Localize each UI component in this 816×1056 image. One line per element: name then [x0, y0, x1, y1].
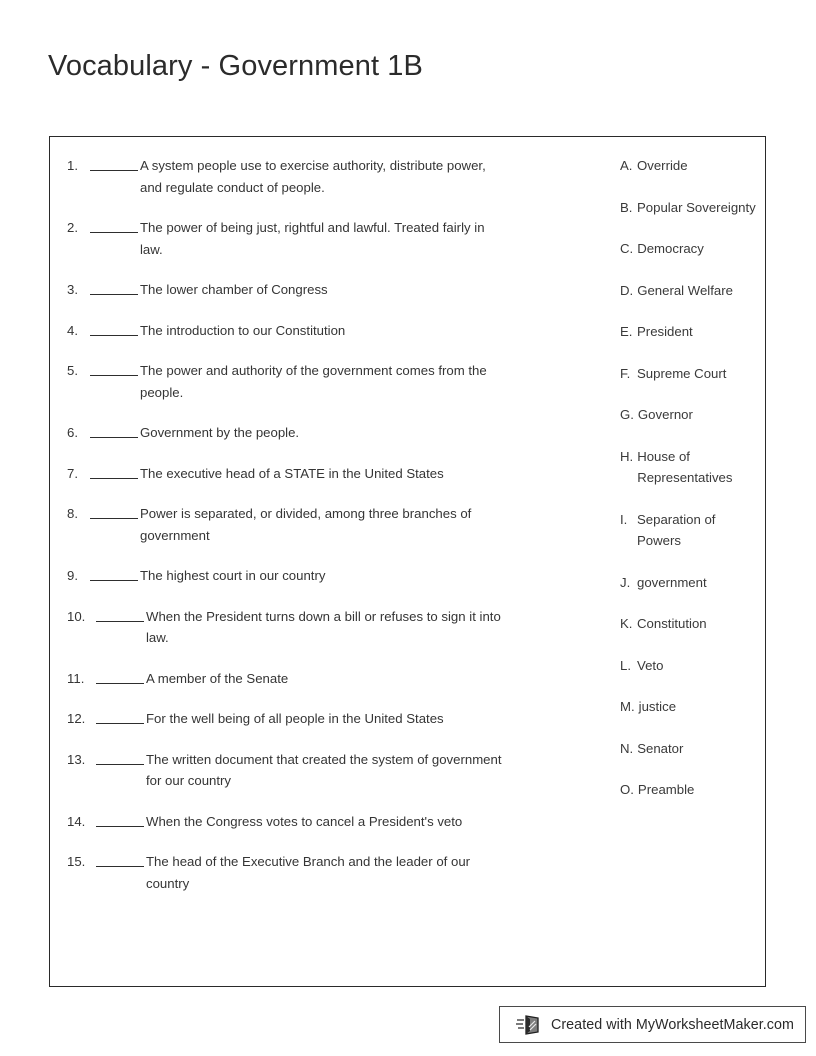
answer-text: Supreme Court: [637, 365, 727, 381]
question-number: 13.: [67, 751, 86, 767]
answer-letter: M.: [620, 699, 635, 714]
question-row: [64, 279, 504, 301]
answer-text: Senator: [637, 740, 684, 756]
question-text: When the President turns down a bill or refuses to sign it into law.: [146, 608, 501, 645]
answer-blank[interactable]: [90, 170, 138, 171]
question-row: [64, 320, 504, 342]
answer-letter: O.: [620, 782, 634, 797]
question-row: [64, 668, 504, 690]
question-number: 2.: [67, 220, 78, 235]
answer-blank[interactable]: [90, 294, 138, 295]
answer-bank-item[interactable]: [620, 321, 760, 343]
question-number: 3.: [67, 282, 78, 297]
question-row: [64, 811, 504, 833]
answer-bank-item[interactable]: [620, 509, 760, 552]
question-text: The written document that created the system of government for our country: [146, 751, 502, 788]
question-row: [64, 422, 504, 444]
answer-letter: L.: [620, 657, 631, 673]
question-number: 8.: [67, 506, 78, 521]
question-number: 12.: [67, 711, 86, 726]
question-text: Government by the people.: [140, 425, 300, 440]
question-text: The highest court in our country: [140, 568, 326, 583]
question-text: The introduction to our Constitution: [140, 322, 346, 338]
answer-letter: G.: [620, 407, 634, 422]
answer-bank-item[interactable]: [620, 779, 760, 801]
question-text: The executive head of a STATE in the United States: [140, 465, 444, 481]
answer-text: Separation of Powers: [637, 511, 716, 548]
answer-blank[interactable]: [90, 580, 138, 581]
question-text: A system people use to exercise authority, distribute power, and regulate conduct of people.: [140, 158, 486, 195]
question-row: [64, 217, 504, 260]
answer-bank-item[interactable]: [620, 655, 760, 677]
answer-bank-item[interactable]: [620, 613, 760, 635]
answer-bank-item[interactable]: [620, 155, 760, 177]
answer-text: General Welfare: [637, 282, 733, 298]
answer-bank-item[interactable]: [620, 738, 760, 760]
question-row: [64, 360, 504, 403]
question-number: 1.: [67, 158, 78, 173]
answer-blank[interactable]: [96, 866, 144, 867]
answer-blank[interactable]: [96, 683, 144, 684]
answer-bank-item[interactable]: [620, 404, 760, 426]
question-row: [64, 606, 504, 649]
answer-text: Governor: [637, 407, 693, 422]
answer-text: Override: [637, 158, 688, 173]
answer-letter: D.: [620, 282, 634, 298]
question-text: A member of the Senate: [146, 670, 289, 686]
answer-text: Democracy: [637, 241, 704, 256]
answer-blank[interactable]: [90, 375, 138, 376]
answer-bank-item[interactable]: [620, 696, 760, 718]
question-text: For the well being of all people in the United States: [146, 711, 444, 726]
answer-blank[interactable]: [96, 723, 144, 724]
answer-text: government: [637, 574, 707, 590]
worksheet-box: [49, 136, 766, 987]
question-text: The lower chamber of Congress: [140, 282, 328, 297]
question-row: [64, 708, 504, 730]
answer-letter: E.: [620, 324, 633, 339]
answer-text: House of Representatives: [637, 448, 733, 485]
answer-text: justice: [638, 699, 677, 714]
worksheet-maker-logo-icon: [516, 1014, 542, 1036]
answer-bank-item[interactable]: [620, 446, 760, 489]
answer-bank-item[interactable]: [620, 280, 760, 302]
answer-blank[interactable]: [96, 826, 144, 827]
answer-letter: C.: [620, 241, 634, 256]
question-row: [64, 749, 504, 792]
question-text: The power of being just, rightful and lawful. Treated fairly in law.: [140, 220, 485, 257]
question-row: [64, 503, 504, 546]
answer-bank-item[interactable]: [620, 238, 760, 260]
question-number: 14.: [67, 813, 86, 829]
answer-letter: F.: [620, 365, 631, 381]
answer-letter: A.: [620, 158, 633, 173]
footer-badge: [499, 1006, 806, 1043]
answer-letter: H.: [620, 448, 634, 464]
question-row: [64, 155, 504, 198]
questions-column: [64, 155, 504, 913]
question-row: [64, 851, 504, 894]
answer-blank[interactable]: [90, 335, 138, 336]
footer-badge-text: Created with MyWorksheetMaker.com: [551, 1016, 794, 1033]
answer-text: President: [637, 324, 693, 339]
question-row: [64, 463, 504, 485]
question-number: 11.: [67, 670, 85, 686]
answer-blank[interactable]: [90, 478, 138, 479]
question-text: When the Congress votes to cancel a President's veto: [146, 813, 463, 829]
answer-blank[interactable]: [96, 621, 144, 622]
question-number: 10.: [67, 608, 86, 624]
question-text: Power is separated, or divided, among three branches of government: [140, 506, 472, 543]
question-text: The power and authority of the government comes from the people.: [140, 363, 487, 400]
answer-letter: B.: [620, 199, 633, 215]
answer-bank-item[interactable]: [620, 197, 760, 219]
answer-letter: I.: [620, 511, 628, 527]
answer-bank-column: [620, 155, 760, 821]
answer-blank[interactable]: [90, 232, 138, 233]
answer-bank-item[interactable]: [620, 363, 760, 385]
question-number: 9.: [67, 568, 78, 583]
answer-letter: K.: [620, 616, 633, 631]
answer-letter: J.: [620, 574, 631, 590]
answer-bank-item[interactable]: [620, 572, 760, 594]
answer-text: Popular Sovereignty: [637, 199, 756, 215]
question-number: 4.: [67, 322, 78, 338]
answer-letter: N.: [620, 740, 634, 756]
question-row: [64, 565, 504, 587]
answer-text: Constitution: [637, 616, 707, 631]
answer-text: Preamble: [637, 782, 695, 797]
page-title: Vocabulary - Government 1B: [48, 50, 423, 82]
answer-blank[interactable]: [96, 764, 144, 765]
question-number: 7.: [67, 465, 78, 481]
question-number: 6.: [67, 425, 78, 440]
question-text: The head of the Executive Branch and the leader of our country: [146, 854, 471, 891]
answer-blank[interactable]: [90, 437, 138, 438]
answer-text: Veto: [637, 657, 664, 673]
answer-blank[interactable]: [90, 518, 138, 519]
question-number: 5.: [67, 363, 78, 378]
question-number: 15.: [67, 854, 86, 869]
